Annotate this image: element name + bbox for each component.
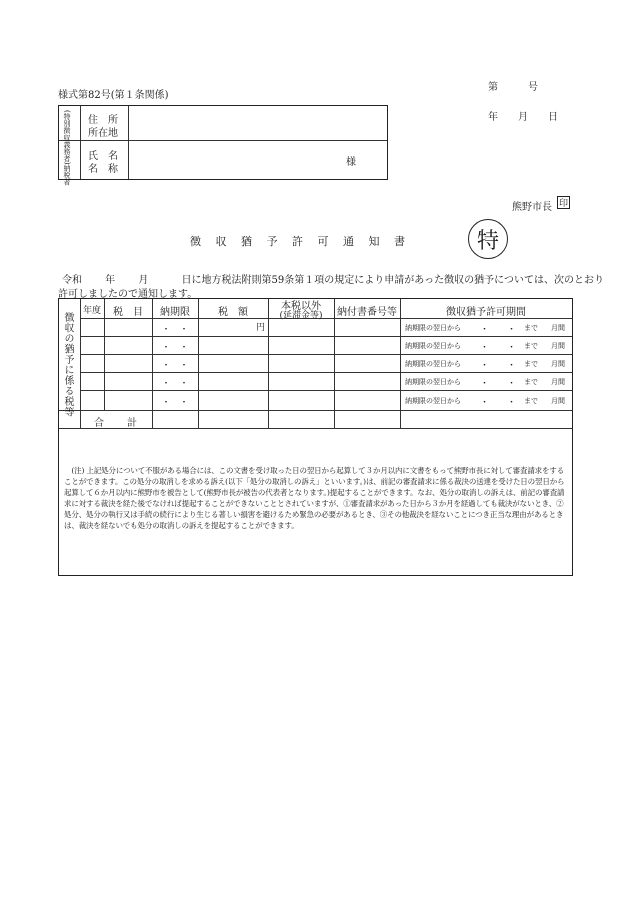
period-months: 月間 (551, 397, 565, 405)
appeal-notice: (注) 上記処分について不服がある場合には、この文書を受け取った日の翌日から起算して３か月以内に文書をもって熊野市長に対して審査請求をすることができます。この処分の取消しを求める訴え(以下「処分の取消しの訴え」といいます。)は、前記の審査請求に係る裁決の送達を受けた日の翌日から起算して６か月以内に熊野市を被告として(熊野市長が被告の代表者となります。)提起することができます。なお、処分の取消しの訴えは、前記の審査請求に対する裁決を経た後でなければ提起することができないこととされていますが、①審査請求があった日から３か月を経過しても裁決がないとき、②処分、処分の執行又は手続の続行により生じる著しい損害を避けるため緊急の必要があるとき、③その他裁決を経ないことにつき正当な理由があるときは、裁決を経ないでも処分の取消しの訴えを提起することができます。 (64, 466, 565, 530)
period-from: 納期限の翌日から (405, 324, 461, 332)
period-until: まで (524, 342, 538, 350)
address-label: 住 所 (88, 115, 118, 126)
period-months: 月間 (551, 360, 565, 368)
header-other-amount-sub: (延滞金等) (279, 311, 323, 321)
due-date-cell: ・ ・ (161, 379, 189, 389)
period-months: 月間 (551, 378, 565, 386)
honorific-label: 様 (346, 157, 356, 168)
period-from: 納期限の翌日から (405, 378, 461, 386)
document-number-label: 第 号 (488, 82, 538, 93)
period-months: 月間 (551, 324, 565, 332)
corp-name-label: 名 称 (88, 164, 118, 175)
period-from: 納期限の翌日から (405, 397, 461, 405)
period-date: ・ ・ (480, 379, 517, 389)
due-date-cell: ・ ・ (161, 343, 189, 353)
period-until: まで (524, 360, 538, 368)
seal-mark: 印 (557, 196, 570, 209)
document-title: 徴収猶予許可通知書 (190, 235, 420, 248)
body-text-line-2: 許可しましたので通知します。 (58, 289, 198, 300)
header-other-amount: 本税以外 (281, 301, 321, 312)
table-side-label: 徴収の猶予に係る税等 (62, 312, 73, 417)
location-label: 所在地 (88, 128, 118, 139)
yen-unit: 円 (256, 323, 266, 333)
date-label: 年 月 日 (488, 112, 558, 123)
period-months: 月間 (551, 342, 565, 350)
period-from: 納期限の翌日から (405, 342, 461, 350)
header-due-date: 納期限 (160, 307, 190, 318)
body-text-line-1: 令和 年 月 日に地方税法附則第59条第１項の規定により申請があった徴収の猶予については、次のとおり (62, 275, 604, 286)
taxpayer-side-label: (特別徴収義務者)納税者 (63, 110, 71, 186)
form-number-label: 様式第82号(第１条関係) (58, 90, 169, 101)
period-date: ・ ・ (480, 325, 517, 335)
issuer-name: 熊野市長 (512, 202, 552, 213)
header-tax-item: 税 目 (113, 307, 143, 318)
period-from: 納期限の翌日から (405, 360, 461, 368)
special-mark: 特 (468, 219, 508, 259)
name-label: 氏 名 (88, 151, 118, 162)
period-date: ・ ・ (480, 361, 517, 371)
header-tax-amount: 税 額 (218, 307, 248, 318)
header-year: 年度 (82, 306, 101, 316)
period-date: ・ ・ (480, 398, 517, 408)
period-until: まで (524, 378, 538, 386)
total-label: 合 計 (94, 418, 138, 429)
period-date: ・ ・ (480, 343, 517, 353)
due-date-cell: ・ ・ (161, 325, 189, 335)
header-period: 徴収猶予許可期間 (446, 307, 526, 318)
period-until: まで (524, 324, 538, 332)
due-date-cell: ・ ・ (161, 398, 189, 408)
header-notice-number: 納付書番号等 (337, 307, 397, 318)
period-until: まで (524, 397, 538, 405)
due-date-cell: ・ ・ (161, 361, 189, 371)
